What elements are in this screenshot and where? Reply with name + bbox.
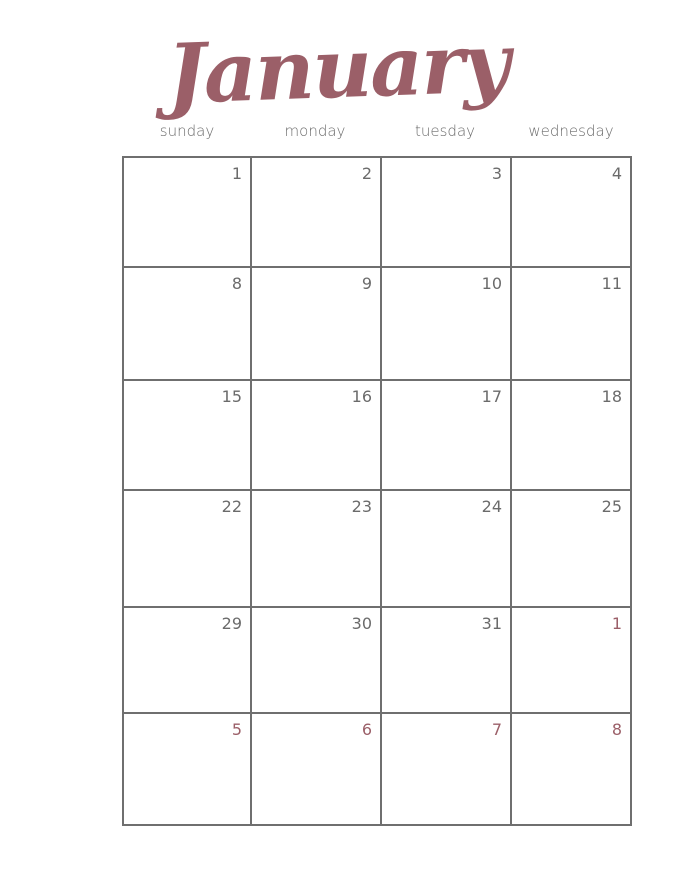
calendar-cell[interactable]: [512, 714, 630, 824]
day-number: 18: [601, 387, 622, 406]
calendar-cell[interactable]: [382, 268, 512, 381]
day-number: 30: [351, 614, 372, 633]
calendar-cell[interactable]: [252, 268, 382, 381]
calendar-cell[interactable]: [252, 491, 382, 608]
calendar-cell[interactable]: [512, 268, 630, 381]
day-number: 5: [231, 720, 242, 739]
calendar-cell[interactable]: [252, 158, 382, 268]
calendar-cell[interactable]: [512, 608, 630, 714]
day-number: 4: [611, 164, 622, 183]
day-number: 29: [221, 614, 242, 633]
calendar-cell[interactable]: [124, 381, 252, 491]
calendar-cell[interactable]: [382, 158, 512, 268]
calendar-cell[interactable]: [382, 608, 512, 714]
calendar-cell[interactable]: [252, 714, 382, 824]
day-number: 2: [361, 164, 372, 183]
day-number: 1: [231, 164, 242, 183]
calendar-cell[interactable]: [124, 491, 252, 608]
calendar-cell[interactable]: [124, 714, 252, 824]
calendar-cell[interactable]: [512, 491, 630, 608]
day-number: 9: [361, 274, 372, 293]
day-number: 7: [491, 720, 502, 739]
weekday-header: [122, 122, 632, 144]
calendar-grid: [122, 156, 632, 826]
day-number: 25: [601, 497, 622, 516]
day-number: 24: [481, 497, 502, 516]
calendar-cell[interactable]: [382, 714, 512, 824]
weekday-sunday: sunday: [159, 122, 215, 140]
day-number: 10: [481, 274, 502, 293]
calendar-cell[interactable]: [512, 158, 630, 268]
day-number: 6: [361, 720, 372, 739]
day-number: 17: [481, 387, 502, 406]
day-number: 22: [221, 497, 242, 516]
month-title: January: [165, 15, 510, 123]
day-number: 11: [601, 274, 622, 293]
calendar-cell[interactable]: [512, 381, 630, 491]
weekday-monday: monday: [284, 122, 346, 140]
day-number: 23: [351, 497, 372, 516]
calendar-cell[interactable]: [124, 158, 252, 268]
calendar-cell[interactable]: [252, 381, 382, 491]
weekday-wednesday: wednesday: [528, 122, 614, 140]
day-number: 8: [231, 274, 242, 293]
day-number: 8: [611, 720, 622, 739]
day-number: 15: [221, 387, 242, 406]
calendar-cell[interactable]: [124, 268, 252, 381]
day-number: 31: [481, 614, 502, 633]
day-number: 16: [351, 387, 372, 406]
weekday-tuesday: tuesday: [414, 122, 476, 140]
calendar-cell[interactable]: [382, 491, 512, 608]
calendar-cell[interactable]: [252, 608, 382, 714]
day-number: 1: [611, 614, 622, 633]
calendar-cell[interactable]: [124, 608, 252, 714]
calendar-cell[interactable]: [382, 381, 512, 491]
day-number: 3: [491, 164, 502, 183]
